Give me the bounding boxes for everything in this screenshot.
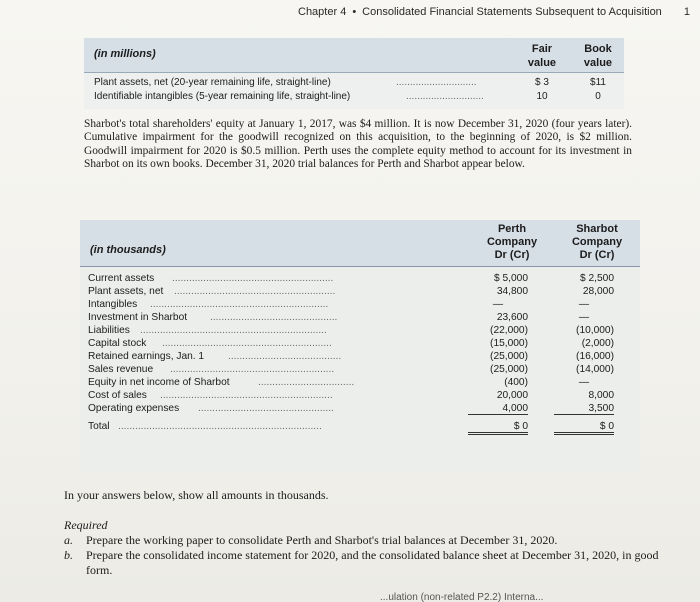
table-row: Plant assets, net ......................................................... 34,800 28,000: [88, 286, 614, 297]
fair-value-heading: Fair value: [527, 43, 557, 69]
required-section: [64, 518, 664, 578]
fair-value-table-header: [84, 38, 624, 73]
table2-unit: (in thousands): [90, 244, 166, 256]
perth-column-heading: Perth Company Dr (Cr): [486, 223, 538, 261]
problem-paragraph: Sharbot's total shareholders' equity at January 1, 2017, was $4 million. It is now December 31, 2020 (four years later). Cumulative impairment for the goodwill recognized on this acquisition, to the beginning of 2020, is $2 million. Goodwill impairment for 2020 is $0.5 million. Perth uses the complete equity method to account for its investment in Sharbot on its own books. December 31, 2020 trial balances for Perth and Sharbot appear below.: [84, 118, 632, 171]
table-row: Plant assets, net (20-year remaining life, straight-line) ............................. $ 3 $11: [94, 77, 606, 88]
table-row: Capital stock ............................................................ (15,000) (2,000): [88, 338, 614, 349]
fair-value-table: [84, 38, 624, 109]
table-row: Operating expenses ................................................ 4,000 3,500: [88, 403, 614, 414]
table-row: Sales revenue .......................................................... (25,000) (14,000): [88, 364, 614, 375]
required-title: Required: [64, 518, 108, 532]
table-row: Investment in Sharbot ............................................. 23,600 —: [88, 312, 590, 323]
table-row: Retained earnings, Jan. 1 ........................................ (25,000) (16,000): [88, 351, 614, 362]
page-header: Chapter 4 • Consolidated Financial Statements Subsequent to Acquisition 1: [298, 6, 690, 18]
table-row: Current assets ......................................................... $ 5,000 $ 2,500: [88, 273, 614, 284]
table-row: Cost of sales ............................................................. 20,000 8,000: [88, 390, 614, 401]
table1-unit: (in millions): [94, 48, 156, 60]
table-row: Liabilities .................................................................. (22,000) (10,000): [88, 325, 614, 336]
page-number: 1: [683, 6, 690, 18]
trial-balance-header: [80, 220, 640, 267]
chapter-title: Consolidated Financial Statements Subsequent to Acquisition: [362, 6, 662, 18]
chapter-label: Chapter 4: [298, 6, 347, 18]
table-row: Intangibles ............................................................... — —: [88, 299, 590, 310]
trial-balance-table: [80, 220, 640, 473]
instruction-text: In your answers below, show all amounts in thousands.: [64, 488, 329, 502]
table-row: Identifiable intangibles (5-year remaining life, straight-line) ............................ 10 0: [94, 91, 601, 102]
trial-balance-body: [80, 267, 640, 473]
table-row-total: Total ........................................................................ $ 0 $ 0: [88, 421, 640, 434]
cutoff-footer-text: ...ulation (non-related P2.2) Interna...: [380, 592, 544, 602]
required-item: a. Prepare the working paper to consolidate Perth and Sharbot's trial balances at December 31, 2020.: [64, 533, 558, 547]
table-row: Equity in net income of Sharbot .................................. (400) —: [88, 377, 590, 388]
book-value-heading: Book value: [583, 43, 613, 69]
required-item: b. Prepare the consolidated income statement for 2020, and the consolidated balance sheet at December 31, 2020, in good form.: [64, 548, 659, 577]
sharbot-column-heading: Sharbot Company Dr (Cr): [571, 223, 623, 261]
fair-value-table-body: [84, 73, 624, 109]
